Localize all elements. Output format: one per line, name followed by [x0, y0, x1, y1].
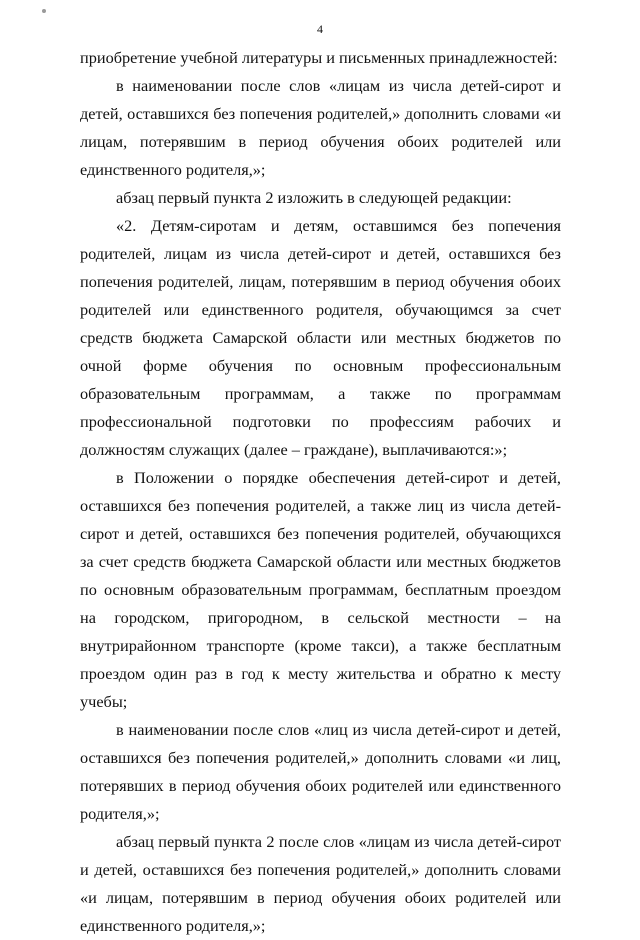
scan-speck: [42, 9, 46, 13]
paragraph-clause-2-intro: абзац первый пункта 2 изложить в следующей редакции:: [116, 188, 512, 207]
paragraph-amend-title-2: в наименовании после слов «лиц из числа детей-сирот и детей, оставшихся без попечения родителей,» дополнить словами «и лиц, потерявших в период обучения обоих родителей или единственного родителя,»;: [80, 720, 561, 823]
paragraph-clause-2-text: «2. Детям-сиротам и детям, оставшимся без попечения родителей, лицам из числа детей-сирот и детей, оставшихся без попечения родителей, лицам, потерявшим в период обучения обоих родителей или единственного родителя, обучающимся за счет средств бюджета Самарской области или местных бюджетов по очной форме обучения по основным профессиональным образовательным программам, а также по программам профессиональной подготовки по профессиям рабочих и должностям служащих (далее – граждане), выплачиваются:»;: [80, 216, 561, 459]
paragraph-continuation: приобретение учебной литературы и письменных принадлежностей:: [80, 48, 558, 67]
paragraph-regulation-title: в Положении о порядке обеспечения детей-сирот и детей, оставшихся без попечения родителей, а также лиц из числа детей-сирот и детей, оставшихся без попечения родителей, обучающихся за счет средств бюджета Самарской области или местных бюджетов по основным образовательным программам, бесплатным проездом на городском, пригородном, в сельской местности – на внутрирайонном транспорте (кроме такси), а также бесплатным проездом один раз в год к месту жительства и обратно к месту учебы;: [80, 468, 561, 711]
document-body: [80, 44, 561, 940]
paragraph-clause-2-amend: абзац первый пункта 2 после слов «лицам из числа детей-сирот и детей, оставшихся без попечения родителей,» дополнить словами «и лицам, потерявшим в период обучения обоих родителей или единственного родителя,»;: [80, 832, 561, 935]
page-number: 4: [317, 22, 323, 36]
paragraph-amend-title: в наименовании после слов «лицам из числа детей-сирот и детей, оставшихся без попечения родителей,» дополнить словами «и лицам, потерявшим в период обучения обоих родителей или единственного родителя,»;: [80, 76, 561, 179]
